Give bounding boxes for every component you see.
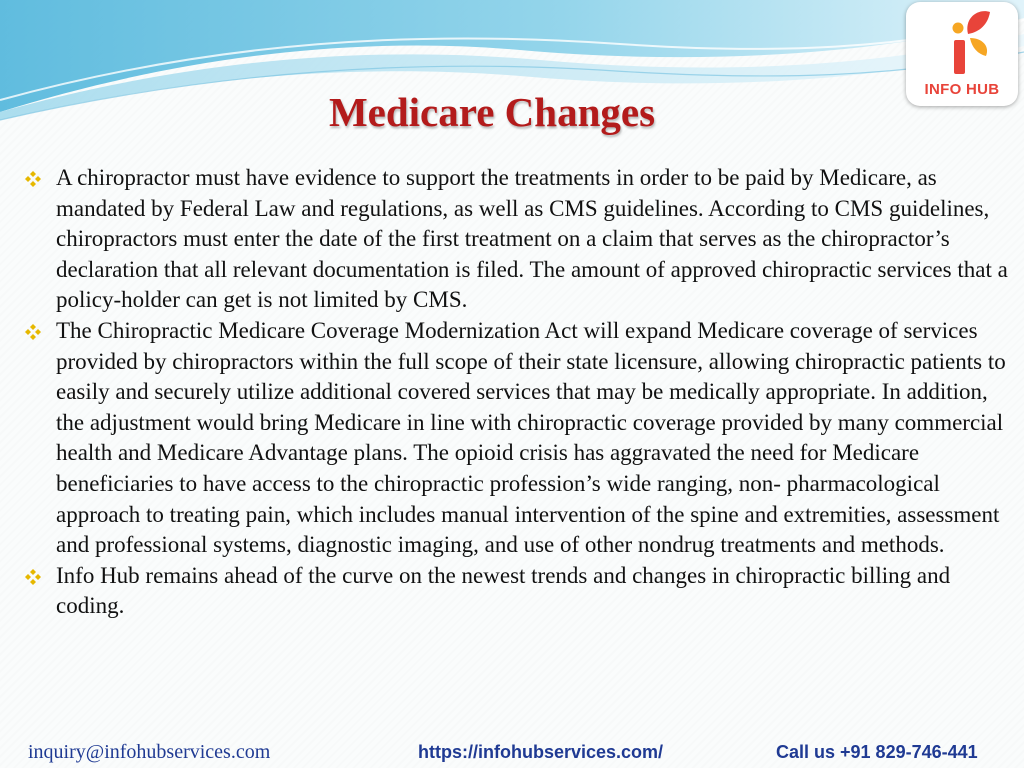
slide-title: Medicare Changes xyxy=(328,89,656,135)
four-diamond-bullet-icon xyxy=(24,568,42,586)
bullet-text: The Chiropractic Medicare Coverage Modernization Act will expand Medicare coverage of services provided by chiropractors within the full scope of their state licensure, allowing chiropractic patients to easily and securely utilize additional covered services that may be medically appropriate. In addition, the adjustment would bring Medicare in line with chiropractic coverage provided by many commercial health and Medicare Advantage plans. The opioid crisis has aggravated the need for Medicare beneficiaries to have access to the chiropractic profession’s wide ranging, non- pharmacological approach to treating pain, which includes manual intervention of the spine and extremities, assessment and professional systems, diagnostic imaging, and use of other nondrug treatments and methods. xyxy=(56,317,1006,558)
bullet-list xyxy=(22,163,1014,622)
four-diamond-bullet-icon xyxy=(24,170,42,188)
bullet-item xyxy=(22,316,1014,561)
bullet-text: A chiropractor must have evidence to support the treatments in order to be paid by Medicare, as mandated by Federal Law and regulations, as well as CMS guidelines. According to CMS guidelines, chiropractors must enter the date of the first treatment on a claim that serves as the chiropractor’s declaration that all relevant documentation is filed. The amount of approved chiropractic services that a policy-holder can get is not limited by CMS. xyxy=(56,165,1008,313)
footer-website-link[interactable]: https://infohubservices.com/ xyxy=(418,742,664,762)
four-diamond-bullet-icon xyxy=(24,323,42,341)
bullet-text: Info Hub remains ahead of the curve on the newest trends and changes in chiropractic billing and coding. xyxy=(56,562,951,619)
footer-email-link[interactable]: inquiry@infohubservices.com xyxy=(28,741,271,763)
footer-phone[interactable]: Call us +91 829-746-441 xyxy=(776,742,978,762)
i-letter-butterfly-logo-icon xyxy=(934,8,994,78)
bullet-item xyxy=(22,561,1014,622)
logo-text: INFO HUB xyxy=(924,81,1000,98)
bullet-item xyxy=(22,163,1014,316)
